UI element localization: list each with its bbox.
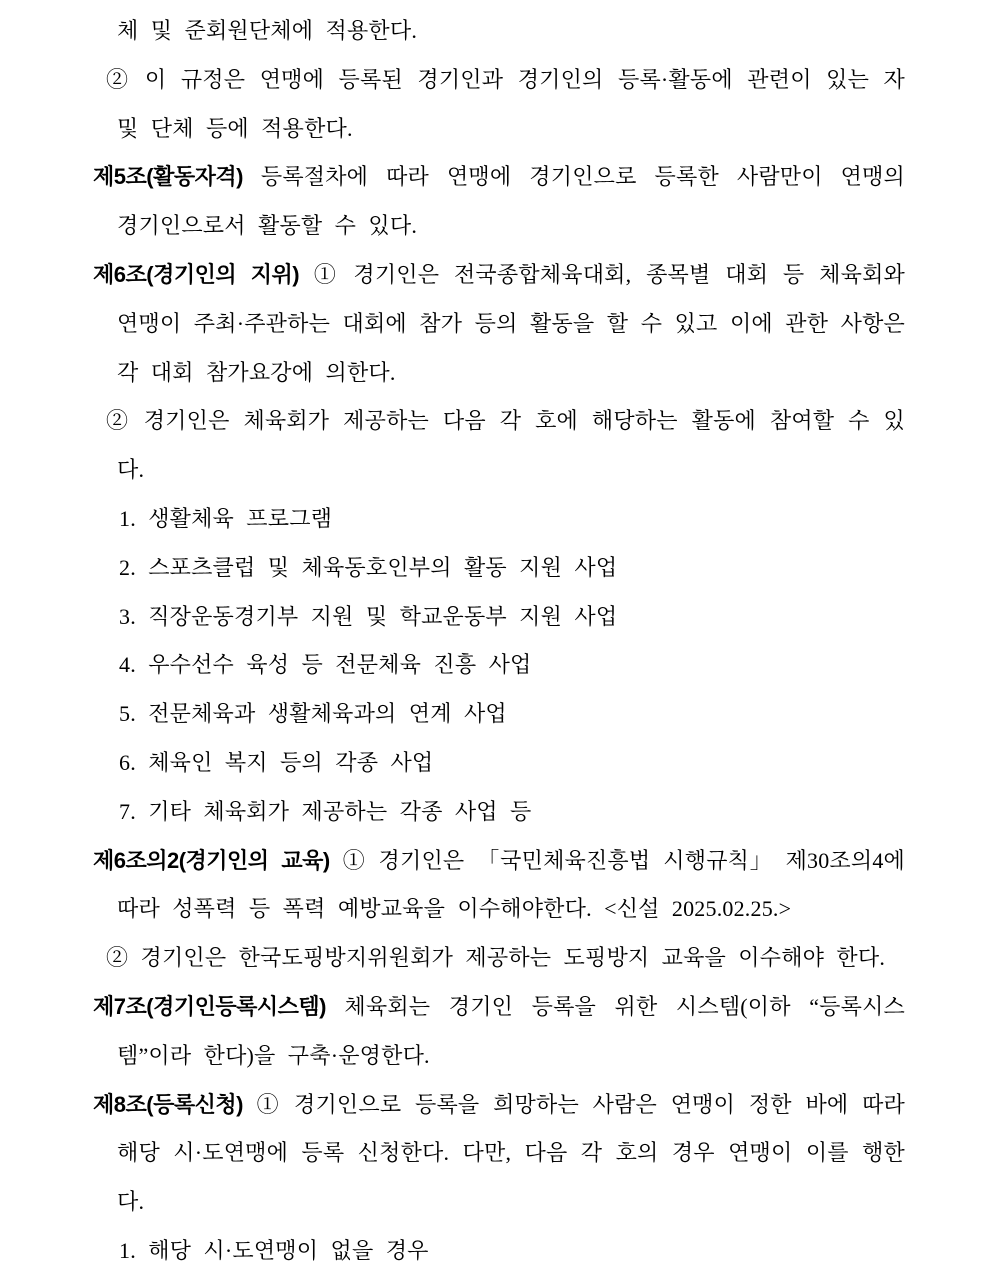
line-text: 해당 시·도연맹에 등록 신청한다. 다만, 다음 각 호의 경우 연맹이 이를 행한 [117, 1140, 905, 1166]
line-text: 다. [117, 457, 145, 483]
line-text: 6. 체육인 복지 등의 각종 사업 [119, 749, 434, 775]
article-line [93, 153, 905, 202]
line-text: 각 대회 참가요강에 의한다. [117, 359, 396, 385]
article-line [93, 983, 905, 1032]
line-text: 7. 기타 체육회가 제공하는 각종 사업 등 [119, 798, 532, 824]
line-text: ② 경기인은 한국도핑방지위원회가 제공하는 도핑방지 교육을 이수해야 한다. [106, 945, 886, 971]
article-heading: 제5조(활동자격) [93, 164, 243, 190]
line-text: 1. 생활체육 프로그램 [119, 505, 333, 531]
text-line [93, 300, 905, 349]
line-text: 2. 스포츠클럽 및 체육동호인부의 활동 지원 사업 [119, 554, 618, 580]
text-line [93, 1227, 905, 1276]
line-text: 등록절차에 따라 연맹에 경기인으로 등록한 사람만이 연맹의 [242, 164, 905, 190]
text-line [93, 105, 905, 154]
text-line [93, 641, 905, 690]
line-text: 1. 해당 시·도연맹이 없을 경우 [119, 1237, 429, 1263]
line-text: ② 이 규정은 연맹에 등록된 경기인과 경기인의 등록·활동에 관련이 있는 자 [106, 66, 905, 92]
text-line [93, 397, 905, 446]
document-text [93, 7, 905, 1276]
text-line [93, 495, 905, 544]
text-line [93, 544, 905, 593]
article-line [93, 251, 905, 300]
text-line [93, 739, 905, 788]
text-line [93, 1129, 905, 1178]
article-heading: 제8조(등록신청) [93, 1091, 243, 1117]
article-heading: 제7조(경기인등록시스템) [93, 993, 326, 1019]
text-line [93, 446, 905, 495]
text-line [93, 349, 905, 398]
article-line [93, 1081, 905, 1130]
text-line [93, 1178, 905, 1227]
text-line [93, 885, 905, 934]
text-line [93, 7, 905, 56]
text-line [93, 690, 905, 739]
line-text: 3. 직장운동경기부 지원 및 학교운동부 지원 사업 [119, 603, 618, 629]
article-heading: 제6조의2(경기인의 교육) [93, 847, 330, 873]
line-text: ① 경기인은 전국종합체육대회, 종목별 대회 등 체육회와 [299, 261, 905, 287]
line-text: ② 경기인은 체육회가 제공하는 다음 각 호에 해당하는 활동에 참여할 수 있 [106, 408, 905, 434]
text-line [93, 934, 905, 983]
text-line [93, 202, 905, 251]
line-text: 체육회는 경기인 등록을 위한 시스템(이하 “등록시스 [325, 993, 905, 1019]
article-line [93, 837, 905, 886]
text-line [93, 593, 905, 642]
text-line [93, 56, 905, 105]
line-text: 따라 성폭력 등 폭력 예방교육을 이수해야한다. <신설 2025.02.25.> [117, 896, 792, 922]
line-text: 연맹이 주최·주관하는 대회에 참가 등의 활동을 할 수 있고 이에 관한 사항은 [117, 310, 905, 336]
line-text: 4. 우수선수 육성 등 전문체육 진흥 사업 [119, 652, 532, 678]
line-text: 체 및 준회원단체에 적용한다. [117, 18, 418, 43]
line-text: 및 단체 등에 적용한다. [117, 115, 353, 141]
text-line [93, 788, 905, 837]
line-text: ① 경기인은 「국민체육진흥법 시행규칙」 제30조의4에 [329, 847, 905, 873]
article-heading: 제6조(경기인의 지위) [93, 261, 300, 287]
line-text: 템”이라 한다)을 구축·운영한다. [117, 1042, 430, 1068]
text-line [93, 1032, 905, 1081]
line-text: 다. [117, 1189, 145, 1215]
line-text: ① 경기인으로 등록을 희망하는 사람은 연맹이 정한 바에 따라 [242, 1091, 905, 1117]
line-text: 경기인으로서 활동할 수 있다. [117, 213, 418, 239]
line-text: 5. 전문체육과 생활체육과의 연계 사업 [119, 701, 507, 727]
